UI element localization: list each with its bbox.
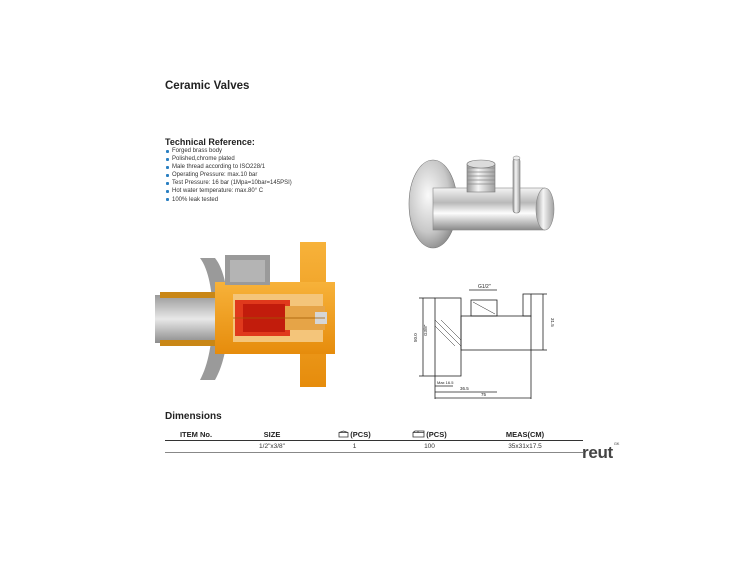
- drawing-label-dim-total: 75: [481, 392, 487, 397]
- column-header-label: (PCS): [426, 430, 447, 439]
- cell-outer-pcs: 100: [392, 441, 467, 453]
- product-photo: [395, 148, 560, 263]
- column-header-size: SIZE: [227, 428, 317, 441]
- drawing-label-dim-mid: 36.5: [460, 386, 469, 391]
- technical-drawing: [405, 278, 565, 400]
- column-header-item-no: ITEM No.: [165, 428, 227, 441]
- page-title: Ceramic Valves: [165, 80, 250, 92]
- column-header-meas: MEAS(CM): [467, 428, 583, 441]
- brand-name: reut: [582, 443, 613, 462]
- drawing-label-height-right: 31.5: [550, 318, 555, 327]
- cell-meas: 35x31x17.5: [467, 441, 583, 453]
- technical-item: Hot water temperature: max.80° C: [165, 187, 292, 195]
- technical-item: Operating Pressure: max.10 bar: [165, 171, 292, 179]
- drawing-label-top-thread: G1/2": [478, 284, 491, 290]
- technical-item: Male thread according to ISO228/1: [165, 163, 292, 171]
- column-header-inner-pcs: [317, 428, 392, 441]
- brand-logo: [582, 443, 618, 463]
- carton-icon: [412, 430, 425, 438]
- brand-mark: GK: [613, 441, 620, 447]
- table-row: [165, 441, 583, 453]
- cutaway-illustration: [155, 240, 340, 390]
- table-header-row: [165, 428, 583, 441]
- technical-item: Polished,chrome plated: [165, 155, 292, 163]
- column-header-outer-pcs: [392, 428, 467, 441]
- drawing-label-side-thread: G3/8": [423, 324, 428, 336]
- column-header-label: (PCS): [350, 430, 371, 439]
- drawing-label-dim-small: Max 16.5: [437, 380, 454, 385]
- drawing-label-height-left: 50.0: [413, 333, 418, 342]
- dimensions-table: [165, 428, 583, 453]
- technical-item: Test Pressure: 16 bar (1Mpa=10bar=145PSI): [165, 179, 292, 187]
- technical-heading: Technical Reference:: [165, 137, 255, 147]
- cell-inner-pcs: 1: [317, 441, 392, 453]
- technical-item: Forged brass body: [165, 147, 292, 155]
- cell-size: 1/2"x3/8": [227, 441, 317, 453]
- cell-item-no: [165, 441, 227, 453]
- technical-item: 100% leak tested: [165, 196, 292, 204]
- box-icon: [338, 430, 349, 438]
- dimensions-heading: Dimensions: [165, 411, 222, 422]
- technical-list: [165, 147, 292, 204]
